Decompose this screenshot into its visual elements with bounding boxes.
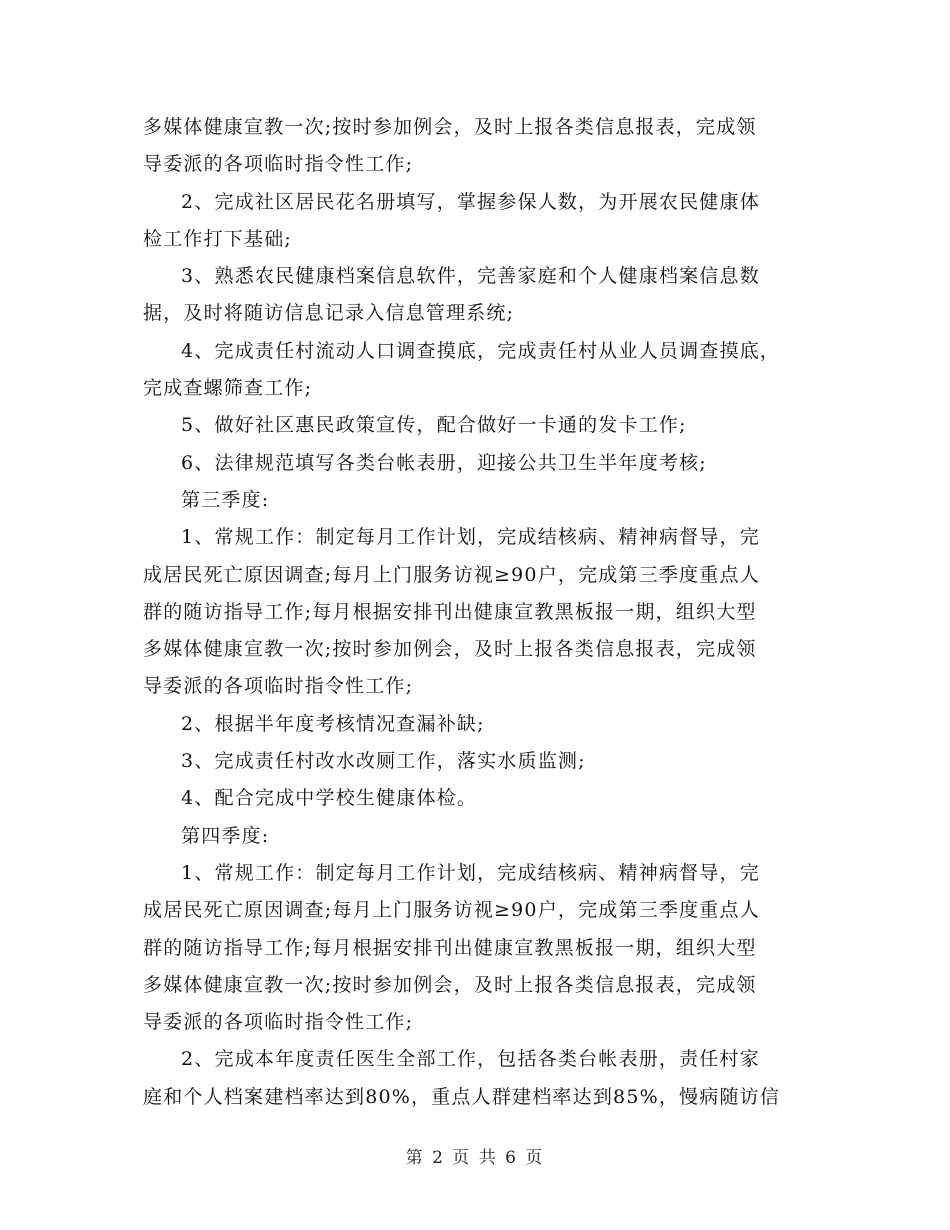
text-line: 导委派的各项临时指令性工作; bbox=[143, 1011, 414, 1034]
text-line: 5、做好社区惠民政策宣传，配合做好一卡通的发卡工作; bbox=[181, 414, 687, 437]
text-line: 群的随访指导工作;每月根据安排刊出健康宣教黑板报一期，组织大型 bbox=[143, 600, 757, 623]
text-line: 多媒体健康宣教一次;按时参加例会，及时上报各类信息报表，完成领 bbox=[143, 973, 757, 996]
page-footer: 第 2 页 共 6 页 bbox=[405, 1148, 545, 1168]
text-line: 2、完成社区居民花名册填写，掌握参保人数，为开展农民健康体 bbox=[181, 190, 760, 213]
text-line: 成居民死亡原因调查;每月上门服务访视≥90户，完成第三季度重点人 bbox=[143, 563, 760, 586]
text-line: 导委派的各项临时指令性工作; bbox=[143, 153, 414, 176]
text-line: 3、完成责任村改水改厕工作，落实水质监测; bbox=[181, 750, 586, 773]
text-line: 4、配合完成中学校生健康体检。 bbox=[181, 787, 478, 810]
text-line: 导委派的各项临时指令性工作; bbox=[143, 675, 414, 698]
text-line: 群的随访指导工作;每月根据安排刊出健康宣教黑板报一期，组织大型 bbox=[143, 936, 757, 959]
text-line: 1、常规工作：制定每月工作计划，完成结核病、精神病督导，完 bbox=[181, 526, 760, 549]
text-line: 2、完成本年度责任医生全部工作，包括各类台帐表册，责任村家 bbox=[181, 1048, 760, 1071]
text-line: 多媒体健康宣教一次;按时参加例会，及时上报各类信息报表，完成领 bbox=[143, 638, 757, 661]
text-line: 检工作打下基础; bbox=[143, 227, 293, 250]
text-line: 多媒体健康宣教一次;按时参加例会，及时上报各类信息报表，完成领 bbox=[143, 116, 757, 138]
text-line: 第三季度: bbox=[181, 488, 270, 511]
text-line: 据，及时将随访信息记录入信息管理系统; bbox=[143, 302, 515, 325]
text-line: 4、完成责任村流动人口调查摸底，完成责任村从业人员调查摸底， bbox=[181, 339, 781, 362]
text-line: 3、熟悉农民健康档案信息软件，完善家庭和个人健康档案信息数 bbox=[181, 265, 760, 288]
text-line: 成居民死亡原因调查;每月上门服务访视≥90户，完成第三季度重点人 bbox=[143, 899, 760, 922]
text-line: 第四季度: bbox=[181, 824, 270, 847]
text-line: 6、法律规范填写各类台帐表册，迎接公共卫生半年度考核; bbox=[181, 451, 707, 474]
document-body bbox=[143, 109, 815, 1116]
text-line: 2、根据半年度考核情况查漏补缺; bbox=[181, 712, 485, 735]
text-line: 庭和个人档案建档率达到80%，重点人群建档率达到85%，慢病随访信 bbox=[143, 1085, 781, 1108]
text-line: 完成查螺筛查工作; bbox=[143, 377, 313, 400]
text-line: 1、常规工作：制定每月工作计划，完成结核病、精神病督导，完 bbox=[181, 861, 760, 884]
